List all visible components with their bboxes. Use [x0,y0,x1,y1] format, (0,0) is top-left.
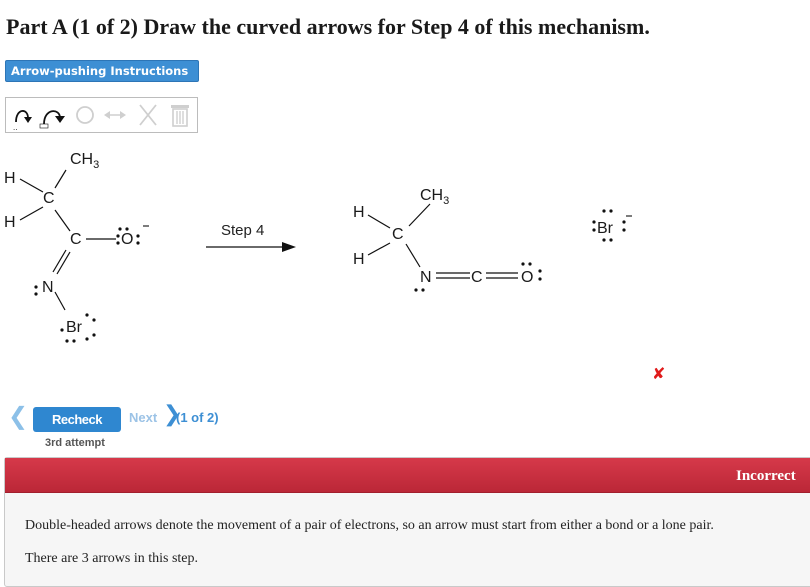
reactant-c2-label: C [70,231,82,248]
step-label: Step 4 [221,222,265,239]
product-c1-label: C [392,226,404,243]
reactant-br-label: Br [66,319,82,336]
recheck-button[interactable]: Recheck [33,407,121,432]
reactant-o-label: O [121,231,134,248]
feedback-status: Incorrect [736,468,796,484]
product-n-label: N [420,269,432,286]
product-ch3-label: $CH_3$ [420,187,450,208]
reactant-n-label: N [42,279,54,296]
arrow-toolbar [5,97,198,133]
trash-icon[interactable] [166,98,194,132]
part-pager: (1 of 2) [176,410,219,425]
feedback-message: Double-headed arrows denote the movement of a pair of electrons, so an arrow must start from either a bond or a lone pair. [25,518,714,533]
back-arrow-icon[interactable]: ❮ [8,402,29,430]
incorrect-mark-icon: ✘ [652,364,666,383]
attempt-count: 3rd attempt [45,437,105,449]
reactant-ch3-label: $CH_3$ [70,151,100,172]
swap-arrow-icon[interactable] [100,98,130,132]
svg-text:..: .. [13,123,18,132]
byproduct-br-label: Br [597,220,613,237]
reactant-h-top-label: H [4,170,16,187]
double-barbed-arrow-icon[interactable] [38,98,68,132]
delete-x-icon[interactable] [134,98,162,132]
product-h-top-label: H [353,204,365,221]
reactant-c1-label: C [43,190,55,207]
product-o-label: O [521,269,534,286]
mechanism-structure [0,140,810,360]
next-arrow-icon[interactable]: ❯ [163,402,182,427]
product-h-bottom-label: H [353,251,365,268]
single-barbed-arrow-icon[interactable] [8,98,36,132]
reactant-h-bottom-label: H [4,214,16,231]
next-link[interactable]: Next [129,410,158,425]
page-title: Part A (1 of 2) Draw the curved arrows for Step 4 of this mechanism. [6,14,650,39]
arrow-pushing-instructions-button[interactable]: Arrow-pushing Instructions [5,60,199,82]
product-c2-label: C [471,269,483,286]
undo-circle-icon[interactable] [72,98,98,132]
feedback-status-bar [5,458,810,493]
feedback-panel [4,457,810,587]
feedback-hint: There are 3 arrows in this step. [25,551,198,566]
